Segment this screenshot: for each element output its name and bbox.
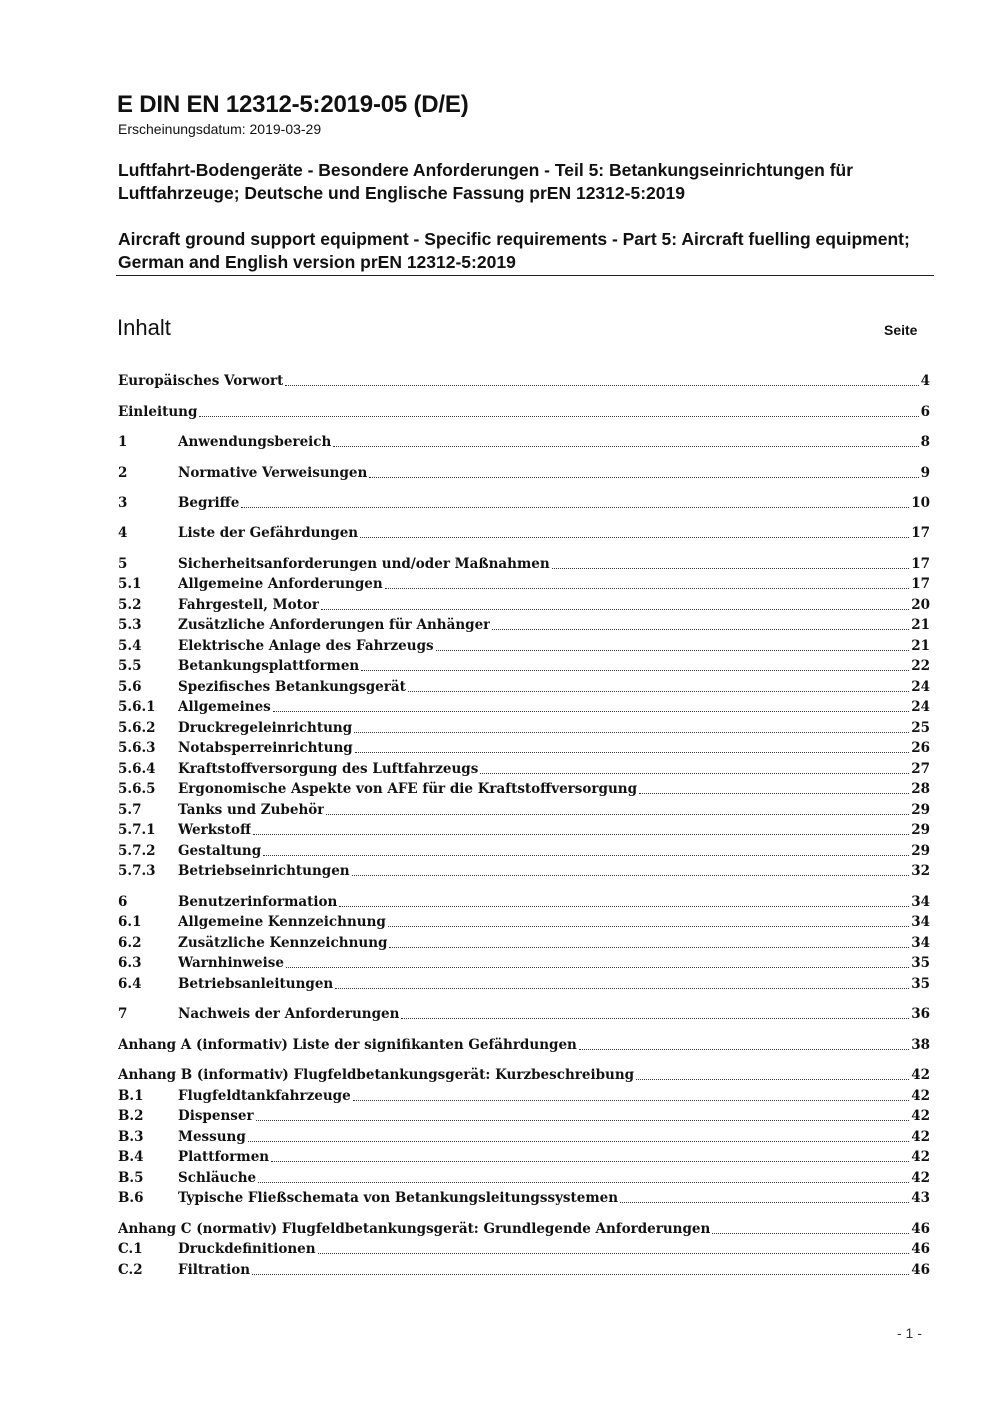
toc-dot-leader bbox=[408, 690, 909, 692]
toc-entry-page: 42 bbox=[911, 1108, 930, 1124]
toc-dot-leader bbox=[355, 751, 909, 753]
toc-dot-leader bbox=[271, 1160, 909, 1162]
toc-entry-page: 24 bbox=[911, 679, 930, 695]
toc-dot-leader bbox=[248, 1140, 909, 1142]
toc-entry-number: B.6 bbox=[118, 1190, 144, 1206]
toc-dot-leader bbox=[620, 1201, 909, 1203]
toc-entry-page: 46 bbox=[911, 1241, 930, 1257]
toc-entry-number: 5.7.1 bbox=[118, 822, 156, 838]
toc-entry[interactable] bbox=[118, 1147, 930, 1167]
toc-entry[interactable] bbox=[118, 1106, 930, 1126]
page-number: - 1 - bbox=[897, 1325, 922, 1341]
toc-dot-leader bbox=[354, 731, 909, 733]
toc-entry-page: 28 bbox=[911, 781, 930, 797]
toc-entry-page: 36 bbox=[911, 1006, 930, 1022]
toc-dot-leader bbox=[273, 710, 909, 712]
toc-entry-page: 46 bbox=[911, 1262, 930, 1278]
toc-entry[interactable] bbox=[118, 677, 930, 697]
toc-entry-page: 46 bbox=[911, 1221, 930, 1237]
toc-entry-title: Schläuche bbox=[178, 1170, 257, 1186]
toc-entry[interactable] bbox=[118, 1127, 930, 1147]
toc-entry-page: 20 bbox=[911, 597, 930, 613]
toc-entry-title: Sicherheitsanforderungen und/oder Maßnahmen bbox=[178, 556, 550, 572]
toc-entry-page: 21 bbox=[911, 638, 930, 654]
toc-entry-number: 5 bbox=[118, 556, 128, 572]
toc-dot-leader bbox=[552, 567, 910, 569]
toc-entry-page: 34 bbox=[911, 894, 930, 910]
toc-entry-title: Allgemeine Anforderungen bbox=[178, 576, 383, 592]
toc-entry-title: Plattformen bbox=[178, 1149, 270, 1165]
toc-entry-title: Messung bbox=[178, 1129, 246, 1145]
toc-entry-page: 17 bbox=[911, 525, 930, 541]
toc-entry-number: 6.2 bbox=[118, 935, 142, 951]
toc-entry-page: 10 bbox=[911, 495, 930, 511]
toc-dot-leader bbox=[639, 792, 909, 794]
toc-entry[interactable] bbox=[118, 1065, 930, 1085]
toc-entry-number: 5.4 bbox=[118, 638, 142, 654]
toc-dot-leader bbox=[285, 384, 918, 386]
toc-entry[interactable] bbox=[118, 861, 930, 881]
toc-entry-title: Allgemeines bbox=[178, 699, 271, 715]
toc-dot-leader bbox=[385, 587, 910, 589]
toc-page-label: Seite bbox=[884, 322, 918, 338]
toc-entry[interactable] bbox=[118, 912, 930, 932]
toc-entry-number: 6.4 bbox=[118, 976, 142, 992]
toc-dot-leader bbox=[712, 1232, 909, 1234]
toc-entry[interactable] bbox=[118, 738, 930, 758]
toc-entry-number: 5.6.4 bbox=[118, 761, 156, 777]
toc-entry-page: 42 bbox=[911, 1129, 930, 1145]
toc-entry-number: 5.6.2 bbox=[118, 720, 156, 736]
toc-entry-number: C.2 bbox=[118, 1262, 143, 1278]
toc-entry-number: 5.6.5 bbox=[118, 781, 156, 797]
toc-dot-leader bbox=[253, 833, 909, 835]
toc-entry[interactable] bbox=[118, 554, 930, 574]
toc-entry-title: Gestaltung bbox=[178, 843, 262, 859]
toc-entry-page: 9 bbox=[920, 465, 930, 481]
toc-dot-leader bbox=[263, 854, 909, 856]
toc-entry[interactable] bbox=[118, 933, 930, 953]
toc-entry[interactable] bbox=[118, 718, 930, 738]
toc-entry[interactable] bbox=[118, 463, 930, 483]
toc-entry-page: 32 bbox=[911, 863, 930, 879]
toc-entry-page: 42 bbox=[911, 1088, 930, 1104]
toc-entry[interactable] bbox=[118, 779, 930, 799]
toc-entry-title: Druckregeleinrichtung bbox=[178, 720, 353, 736]
toc-entry[interactable] bbox=[118, 820, 930, 840]
toc-entry-title: Typische Fließschemata von Betankungsleitungssystemen bbox=[178, 1190, 619, 1206]
toc-entry-number: 3 bbox=[118, 495, 128, 511]
toc-entry-number: 7 bbox=[118, 1006, 128, 1022]
toc-entry-title: Tanks und Zubehör bbox=[178, 802, 325, 818]
toc-dot-leader bbox=[339, 905, 909, 907]
toc-entry[interactable] bbox=[118, 1086, 930, 1106]
document-id: E DIN EN 12312-5:2019-05 (D/E) bbox=[117, 91, 469, 118]
toc-entry[interactable] bbox=[118, 595, 930, 615]
toc-dot-leader bbox=[335, 987, 909, 989]
header-divider bbox=[116, 275, 934, 276]
toc-entry[interactable] bbox=[118, 615, 930, 635]
title-german: Luftfahrt-Bodengeräte - Besondere Anforderungen - Teil 5: Betankungseinrichtungen für Luftfahrzeuge; Deutsche und Englische Fassung prEN 12312-5:2019 bbox=[118, 160, 854, 203]
toc-entry-number: 5.1 bbox=[118, 576, 142, 592]
toc-entry-number: 5.3 bbox=[118, 617, 142, 633]
toc-entry-page: 27 bbox=[911, 761, 930, 777]
toc-entry-title: Ergonomische Aspekte von AFE für die Kraftstoffversorgung bbox=[178, 781, 638, 797]
toc-entry-page: 42 bbox=[911, 1170, 930, 1186]
toc-entry[interactable] bbox=[118, 656, 930, 676]
toc-entry-page: 42 bbox=[911, 1067, 930, 1083]
toc-entry-page: 6 bbox=[920, 404, 930, 420]
toc-dot-leader bbox=[241, 506, 909, 508]
toc-entry-number: 1 bbox=[118, 434, 128, 450]
toc-dot-leader bbox=[258, 1181, 909, 1183]
toc-entry[interactable] bbox=[118, 402, 930, 422]
toc-entry[interactable] bbox=[118, 1188, 930, 1208]
publication-date: Erscheinungsdatum: 2019-03-29 bbox=[118, 121, 322, 137]
toc-entry-number: C.1 bbox=[118, 1241, 143, 1257]
toc-entry[interactable] bbox=[118, 371, 930, 391]
toc-dot-leader bbox=[199, 415, 918, 417]
toc-entry-title: Flugfeldtankfahrzeuge bbox=[178, 1088, 351, 1104]
toc-entry-page: 43 bbox=[911, 1190, 930, 1206]
toc-entry-number: 2 bbox=[118, 465, 128, 481]
toc-entry-title: Anwendungsbereich bbox=[178, 434, 332, 450]
toc-entry[interactable] bbox=[118, 892, 930, 912]
toc-entry-page: 29 bbox=[911, 843, 930, 859]
toc-entry-title: Liste der Gefährdungen bbox=[178, 525, 359, 541]
toc-entry-title: Werkstoff bbox=[178, 822, 252, 838]
toc-entry[interactable] bbox=[118, 1035, 930, 1055]
toc-dot-leader bbox=[480, 772, 909, 774]
toc-entry[interactable] bbox=[118, 574, 930, 594]
toc-entry[interactable] bbox=[118, 432, 930, 452]
toc-entry-page: 35 bbox=[911, 976, 930, 992]
toc-entry-title: Kraftstoffversorgung des Luftfahrzeugs bbox=[178, 761, 479, 777]
toc-dot-leader bbox=[352, 874, 910, 876]
toc-entry-title: Warnhinweise bbox=[178, 955, 284, 971]
toc-entry-title: Allgemeine Kennzeichnung bbox=[178, 914, 386, 930]
toc-entry-title: Anhang A (informativ) Liste der signifikanten Gefährdungen bbox=[118, 1037, 577, 1053]
toc-entry-page: 34 bbox=[911, 914, 930, 930]
toc-entry-page: 26 bbox=[911, 740, 930, 756]
toc-entry-number: 6 bbox=[118, 894, 128, 910]
toc-entry-number: 5.7.2 bbox=[118, 843, 156, 859]
toc-entry-title: Europäisches Vorwort bbox=[118, 373, 284, 389]
toc-entry-title: Anhang C (normativ) Flugfeldbetankungsgerät: Grundlegende Anforderungen bbox=[118, 1221, 711, 1237]
toc-entry-title: Filtration bbox=[178, 1262, 251, 1278]
toc-entry-page: 25 bbox=[911, 720, 930, 736]
toc-entry-number: 5.5 bbox=[118, 658, 142, 674]
toc-entry[interactable] bbox=[118, 697, 930, 717]
toc-dot-leader bbox=[360, 536, 909, 538]
toc-entry[interactable] bbox=[118, 759, 930, 779]
toc-dot-leader bbox=[436, 649, 910, 651]
toc-entry-number: 6.3 bbox=[118, 955, 142, 971]
toc-dot-leader bbox=[369, 476, 918, 478]
toc-entry-page: 22 bbox=[911, 658, 930, 674]
toc-entry[interactable] bbox=[118, 523, 930, 543]
toc-entry-title: Elektrische Anlage des Fahrzeugs bbox=[178, 638, 434, 654]
toc-entry-page: 24 bbox=[911, 699, 930, 715]
toc-entry-number: 6.1 bbox=[118, 914, 142, 930]
toc-dot-leader bbox=[388, 925, 909, 927]
toc-entry[interactable] bbox=[118, 1260, 930, 1280]
toc-entry[interactable] bbox=[118, 1239, 930, 1259]
toc-entry-number: 5.7 bbox=[118, 802, 142, 818]
toc-entry-number: 5.2 bbox=[118, 597, 142, 613]
toc-entry-number: B.2 bbox=[118, 1108, 144, 1124]
toc-heading: Inhalt bbox=[117, 315, 171, 340]
toc-entry-number: B.4 bbox=[118, 1149, 144, 1165]
toc-entry[interactable] bbox=[118, 1004, 930, 1024]
toc-entry-number: B.5 bbox=[118, 1170, 144, 1186]
toc-entry-page: 34 bbox=[911, 935, 930, 951]
toc-entry-title: Begriffe bbox=[178, 495, 240, 511]
toc-entry-title: Nachweis der Anforderungen bbox=[178, 1006, 400, 1022]
toc-entry-title: Einleitung bbox=[118, 404, 198, 420]
toc-entry-page: 29 bbox=[911, 802, 930, 818]
toc-entry-title: Zusätzliche Kennzeichnung bbox=[178, 935, 388, 951]
toc-dot-leader bbox=[636, 1078, 909, 1080]
toc-entry-title: Notabsperreinrichtung bbox=[178, 740, 353, 756]
toc-entry-number: 5.7.3 bbox=[118, 863, 156, 879]
toc-dot-leader bbox=[492, 628, 909, 630]
toc-entry[interactable] bbox=[118, 841, 930, 861]
toc-dot-leader bbox=[353, 1099, 910, 1101]
toc-entry-number: 4 bbox=[118, 525, 128, 541]
toc-entry-number: 5.6.1 bbox=[118, 699, 156, 715]
toc-dot-leader bbox=[389, 946, 909, 948]
toc-entry-title: Betriebsanleitungen bbox=[178, 976, 334, 992]
toc-dot-leader bbox=[401, 1017, 909, 1019]
toc-entry-number: B.1 bbox=[118, 1088, 144, 1104]
toc-entry-page: 29 bbox=[911, 822, 930, 838]
toc-entry-number: 5.6 bbox=[118, 679, 142, 695]
toc-entry[interactable] bbox=[118, 636, 930, 656]
toc-entry-title: Normative Verweisungen bbox=[178, 465, 368, 481]
toc-entry[interactable] bbox=[118, 800, 930, 820]
toc-entry-page: 38 bbox=[911, 1037, 930, 1053]
toc-dot-leader bbox=[256, 1119, 910, 1121]
toc-entry-page: 8 bbox=[920, 434, 930, 450]
toc-entry-title: Benutzerinformation bbox=[178, 894, 338, 910]
toc-entry-title: Zusätzliche Anforderungen für Anhänger bbox=[178, 617, 491, 633]
toc-dot-leader bbox=[318, 1252, 910, 1254]
toc-entry-title: Fahrgestell, Motor bbox=[178, 597, 319, 613]
toc-entry-page: 35 bbox=[911, 955, 930, 971]
toc-entry-number: 5.6.3 bbox=[118, 740, 156, 756]
toc-entry-number: B.3 bbox=[118, 1129, 144, 1145]
toc-entry-title: Spezifisches Betankungsgerät bbox=[178, 679, 406, 695]
toc-dot-leader bbox=[333, 445, 918, 447]
title-english: Aircraft ground support equipment - Specific requirements - Part 5: Aircraft fuelling equipment; German and English version prEN 12312-5:2019 bbox=[118, 229, 910, 272]
toc-entry[interactable] bbox=[118, 1219, 930, 1239]
toc-entry[interactable] bbox=[118, 974, 930, 994]
toc-entry-page: 21 bbox=[911, 617, 930, 633]
toc-entry-title: Betankungsplattformen bbox=[178, 658, 360, 674]
toc-entry-page: 17 bbox=[911, 576, 930, 592]
toc-dot-leader bbox=[579, 1048, 909, 1050]
toc-entry-page: 4 bbox=[920, 373, 930, 389]
toc-entry[interactable] bbox=[118, 493, 930, 513]
toc-entry-title: Druckdefinitionen bbox=[178, 1241, 316, 1257]
toc-entry-title: Betriebseinrichtungen bbox=[178, 863, 350, 879]
toc-entry-title: Anhang B (informativ) Flugfeldbetankungsgerät: Kurzbeschreibung bbox=[118, 1067, 635, 1083]
toc-entry-page: 17 bbox=[911, 556, 930, 572]
toc-entry-title: Dispenser bbox=[178, 1108, 254, 1124]
toc-dot-leader bbox=[321, 608, 909, 610]
toc-dot-leader bbox=[286, 966, 909, 968]
toc-entry-page: 42 bbox=[911, 1149, 930, 1165]
toc-dot-leader bbox=[326, 813, 909, 815]
toc-entry[interactable] bbox=[118, 1168, 930, 1188]
toc-dot-leader bbox=[252, 1273, 909, 1275]
toc-entry[interactable] bbox=[118, 953, 930, 973]
toc-dot-leader bbox=[361, 669, 909, 671]
